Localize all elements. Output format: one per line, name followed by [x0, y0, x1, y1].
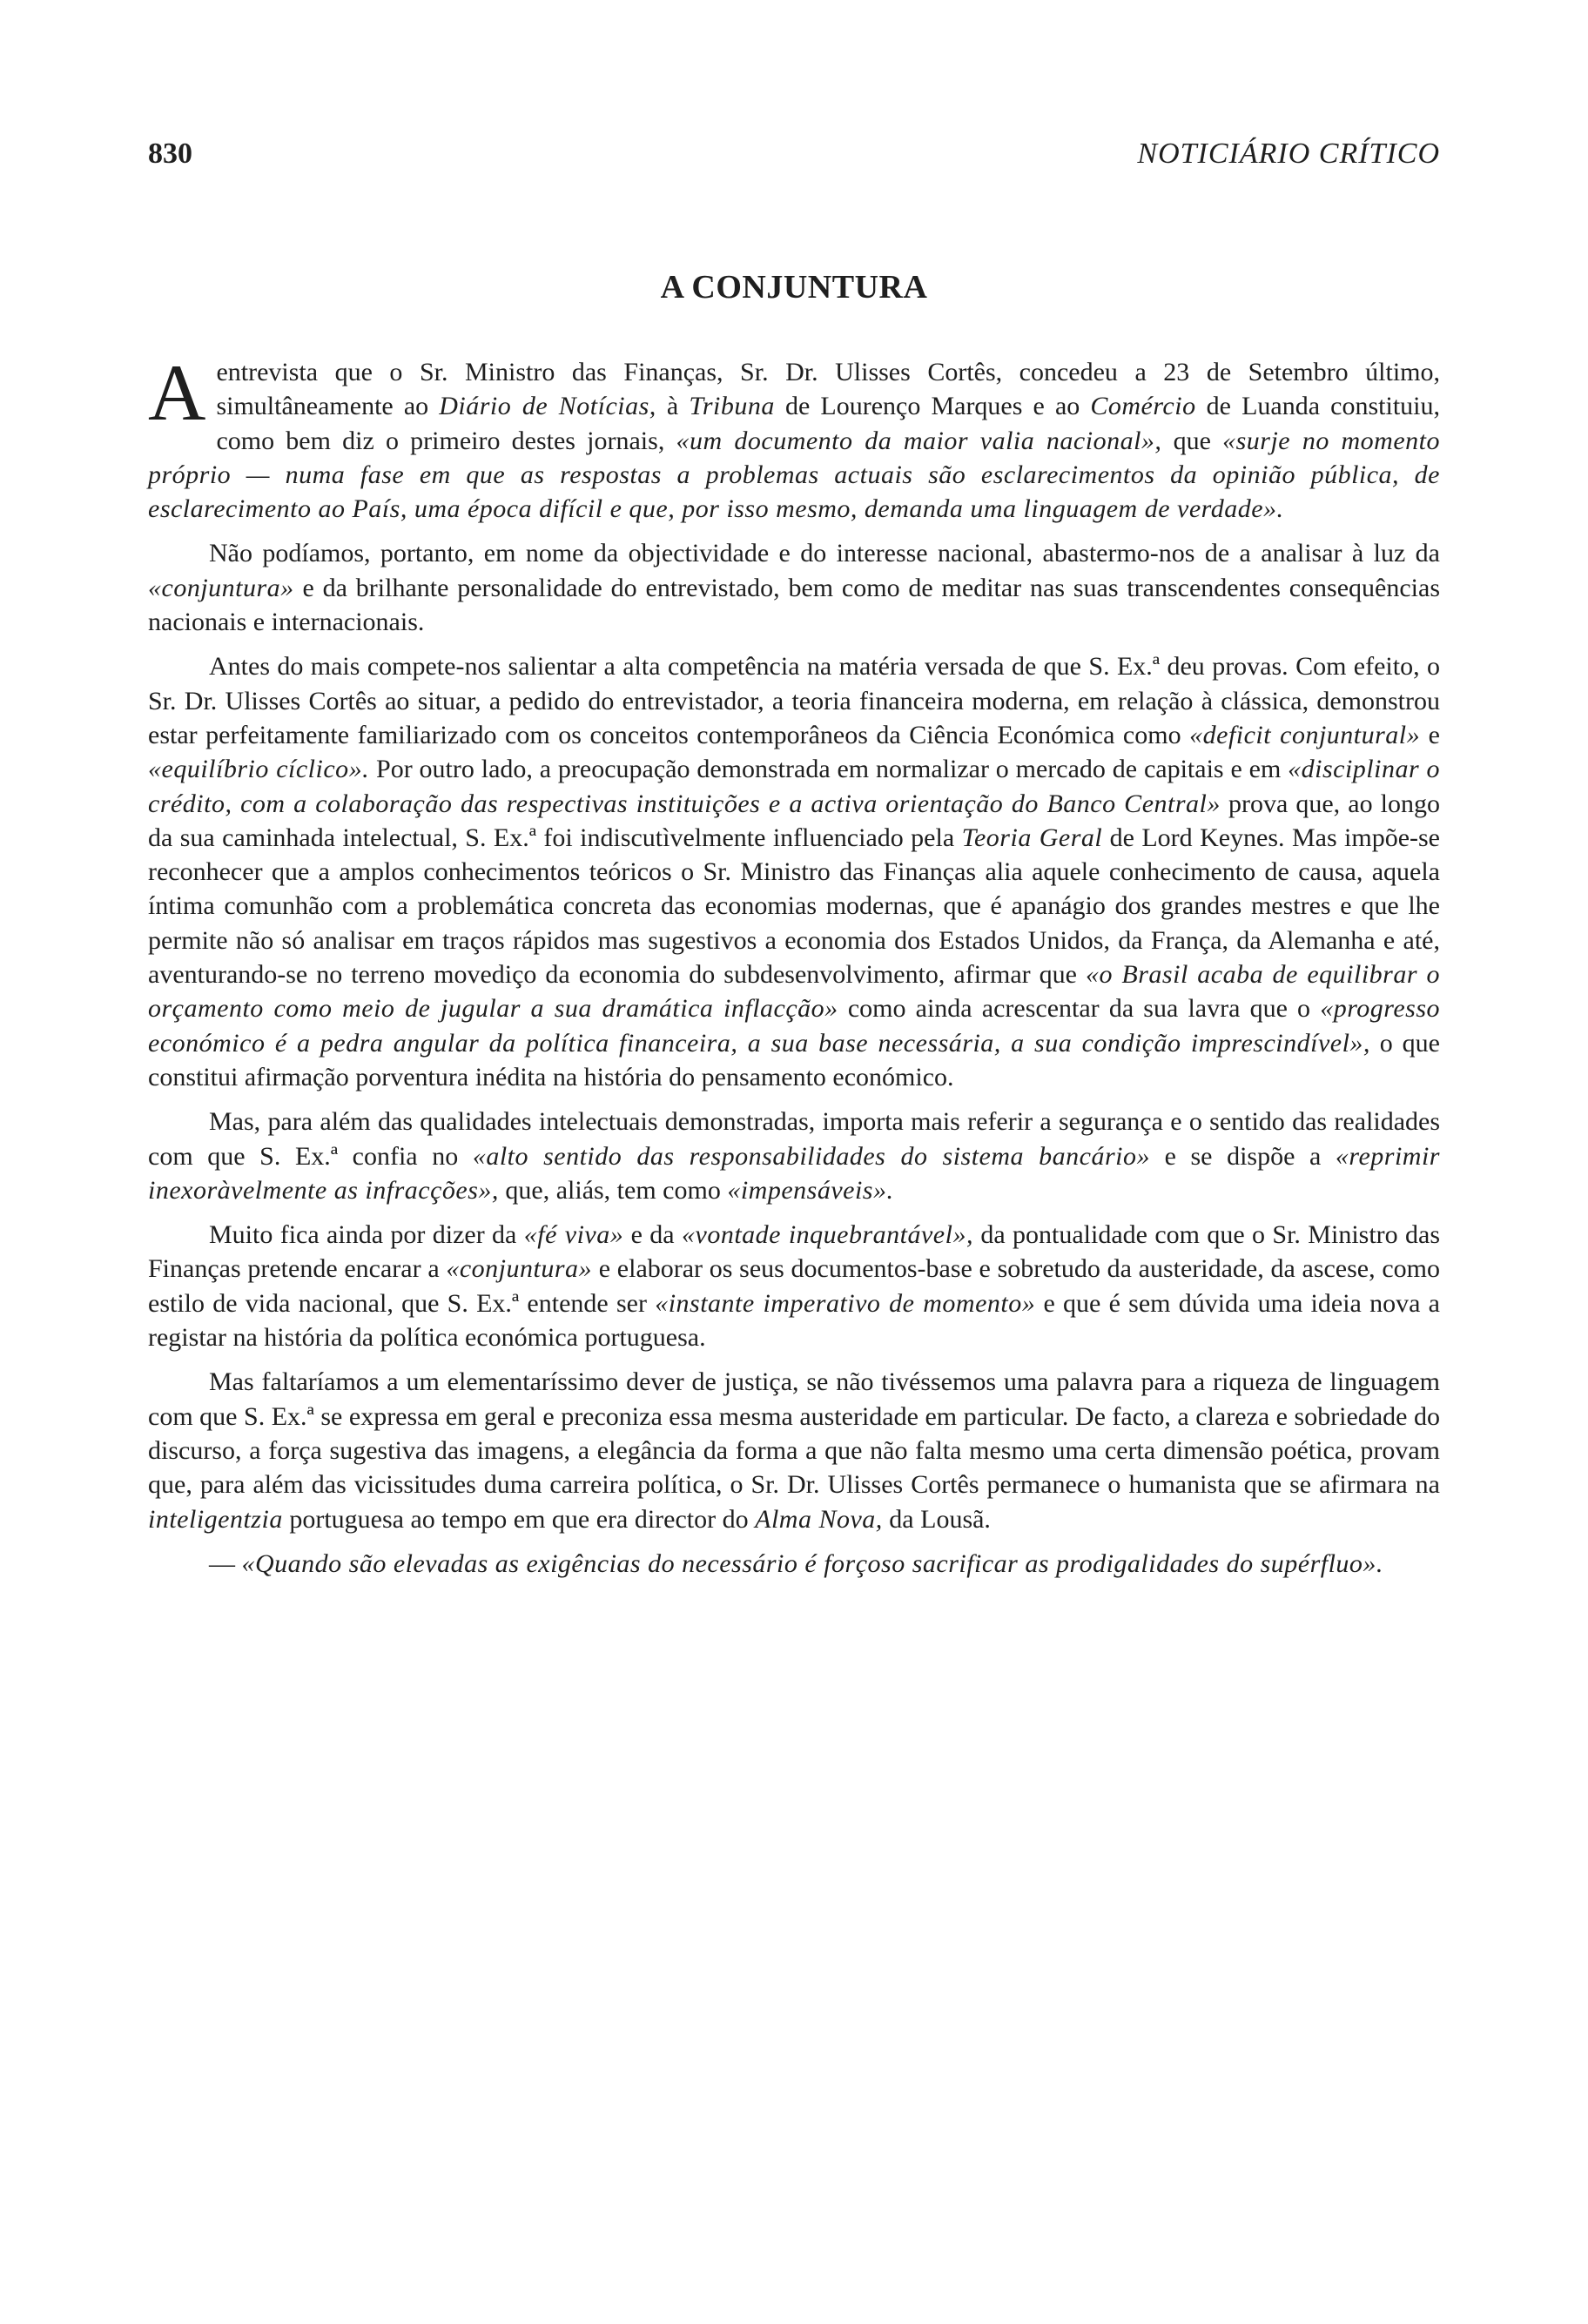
text-run: que [1161, 426, 1223, 455]
paragraph-4 [148, 1105, 1440, 1207]
text-run: prova que, ao longo da sua caminhada intelectual, S. Ex.ª foi indiscutìvelmente influenciado pela [148, 789, 1440, 852]
paragraph-1 [148, 348, 1440, 526]
page-number: 830 [148, 138, 192, 170]
running-title: NOTICIÁRIO CRÍTICO [1137, 138, 1440, 170]
italic-run: Alma Nova, [755, 1504, 883, 1534]
paragraph-3 [148, 649, 1440, 1094]
text-run: e [1420, 720, 1440, 749]
drop-cap: A [148, 348, 206, 437]
paragraph-2 [148, 536, 1440, 639]
text-run: Não podíamos, portanto, em nome da objectividade e do interesse nacional, abastermo-nos de a analisar à luz da [209, 539, 1440, 568]
italic-run: «vontade inquebrantável», [682, 1220, 973, 1250]
text-run: o que constitui afirmação porventura inédita na história do pensamento económico. [148, 1028, 1440, 1091]
page-header [148, 138, 1440, 171]
text-run: que, aliás, tem como [498, 1175, 728, 1205]
text-run: Muito fica ainda por dizer da [209, 1220, 524, 1250]
text-run: como ainda acrescentar da sua lavra que o [838, 994, 1321, 1024]
italic-run: «progresso económico é a pedra angular da política financeira, a sua base necessária, a sua condição imprescindível», [148, 994, 1440, 1058]
text-run: de Lord Keynes. Mas impõe-se reconhecer que a amplos conhecimentos teóricos o Sr. Ministro das Finanças alia aquele conhecimento de causa, aquela íntima comunhão com a problemática concreta das economias modernas, que é apanágio dos grandes mestres e que lhe permite não só analisar em traços rápidos mas sugestivos a economia dos Estados Unidos, da França, da Alemanha e até, aventurando-se no terreno movediço da economia do subdesenvolvimento, afirmar que [148, 823, 1440, 990]
italic-run: «um documento da maior valia nacional», [676, 426, 1162, 455]
text-run: Mas faltaríamos a um elementaríssimo dever de justiça, se não tivéssemos uma palavra para a riqueza de linguagem com que S. Ex.ª se expressa em geral e preconiza essa mesma austeridade em particular. De facto, a clareza e sobriedade do discurso, a força sugestiva das imagens, a elegância da forma a que não falta mesmo uma certa dimensão poética, provam que, para além das vicissitudes duma carreira política, o Sr. Dr. Ulisses Cortês permanece o humanista que se afirmara na [148, 1367, 1440, 1500]
text-run: e se dispõe a [1149, 1141, 1336, 1171]
text-run: da pontualidade com que o Sr. Ministro das Finanças pretende encarar a [148, 1220, 1441, 1284]
text-run: e da brilhante personalidade do entrevistado, bem como de meditar nas suas transcendentes consequências nacionais e internacionais. [148, 573, 1440, 637]
italic-run: «deficit conjuntural» [1189, 720, 1421, 749]
italic-run: Comércio [1090, 392, 1196, 421]
text-run: de Lourenço Marques e ao [774, 392, 1091, 421]
text-run: de Luanda constituiu, como bem diz o primeiro destes jornais, [216, 392, 1440, 455]
italic-run: «Quando são elevadas as exigências do necessário é forçoso sacrificar as prodigalidades do supérfluo». [241, 1548, 1383, 1578]
text-run: entrevista que o Sr. Ministro das Finanças, Sr. Dr. Ulisses Cortês, concedeu a 23 de Setembro último, simultâneamente ao [216, 358, 1440, 421]
article-body [148, 348, 1441, 1591]
italic-run: inteligentzia [148, 1504, 283, 1534]
italic-run: «surje no momento próprio — numa fase em que as respostas a problemas actuais são esclarecimentos da opinião pública, de esclarecimento ao País, uma época difícil e que, por isso mesmo, demanda uma linguagem de verdade». [148, 426, 1440, 524]
text-run: Mas, para além das qualidades intelectuais demonstradas, importa mais referir a segurança e o sentido das realidades com que S. Ex.ª confia no [148, 1107, 1440, 1171]
italic-run: «reprimir inexoràvelmente as infracções», [148, 1141, 1440, 1205]
italic-run: «instante imperativo de momento» [655, 1288, 1036, 1318]
paragraph-5 [148, 1218, 1440, 1354]
article-title: A CONJUNTURA [660, 269, 928, 306]
italic-run: «impensáveis». [727, 1175, 894, 1205]
text-run: da Lousã. [882, 1504, 991, 1534]
text-run: e que é sem dúvida uma ideia nova a registar na história da política económica portuguesa. [148, 1288, 1440, 1353]
text-run: Antes do mais compete-nos salientar a alta competência na matéria versada de que S. Ex.ª deu provas. Com efeito, o Sr. Dr. Ulisses Cortês ao situar, a pedido do entrevistador, a teoria financeira moderna, em relação à clássica, demonstrou estar perfeitamente familiarizado com os conceitos contemporâneos da Ciência Económica como [148, 652, 1440, 749]
italic-run: Tribuna [689, 392, 775, 421]
italic-run: Diário de Notícias, [439, 392, 656, 421]
text-run: e da [623, 1220, 682, 1250]
italic-run: «o Brasil acaba de equilibrar o orçamento como meio de jugular a sua dramática inflacção» [148, 960, 1440, 1024]
paragraph-6 [148, 1365, 1440, 1535]
italic-run: «conjuntura» [148, 573, 294, 602]
text-run: Por outro lado, a preocupação demonstrada em normalizar o mercado de capitais e em [369, 755, 1289, 784]
text-run: à [656, 392, 690, 421]
text-run: portuguesa ao tempo em que era director do [282, 1504, 756, 1534]
text-run: e elaborar os seus documentos-base e sobretudo da austeridade, da ascese, como estilo de vida nacional, que S. Ex.ª entende ser [148, 1254, 1440, 1318]
italic-run: «equilíbrio cíclico». [148, 755, 370, 784]
italic-run: «disciplinar o crédito, com a colaboração das respectivas instituições e a activa orientação do Banco Central» [148, 755, 1441, 818]
italic-run: «conjuntura» [446, 1254, 593, 1284]
text-run: — [209, 1548, 242, 1578]
italic-run: «alto sentido das responsabilidades do sistema bancário» [472, 1141, 1150, 1171]
italic-run: Teoria Geral [961, 823, 1103, 852]
closing-quote [148, 1547, 1440, 1581]
italic-run: «fé viva» [523, 1220, 624, 1250]
